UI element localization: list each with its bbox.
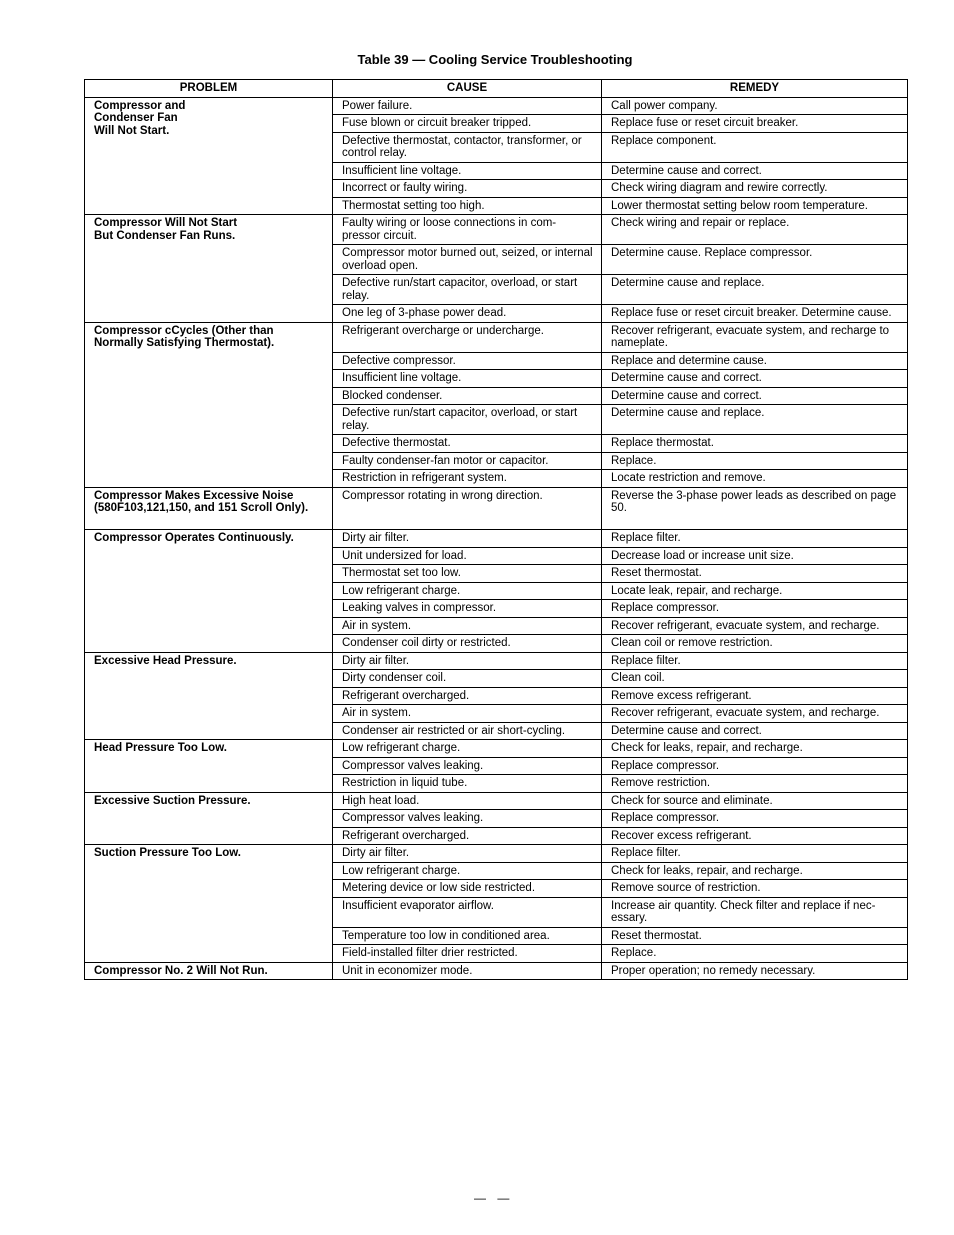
remedy-cell: Clean coil. <box>602 670 908 688</box>
column-header-cause: CAUSE <box>333 80 602 98</box>
cause-cell: Defective compressor. <box>333 352 602 370</box>
problem-cell: Compressor and Condenser Fan Will Not Start. <box>85 97 333 215</box>
remedy-cell: Replace compressor. <box>602 810 908 828</box>
cause-cell: Dirty air filter. <box>333 845 602 863</box>
cause-cell: Insufficient evaporator airflow. <box>333 897 602 927</box>
remedy-cell: Determine cause and correct. <box>602 722 908 740</box>
cause-cell: Condenser coil dirty or restricted. <box>333 635 602 653</box>
remedy-cell: Determine cause and replace. <box>602 275 908 305</box>
remedy-cell: Replace filter. <box>602 530 908 548</box>
page-footer: — — <box>474 1191 514 1205</box>
remedy-cell: Lower thermostat setting below room temperature. <box>602 197 908 215</box>
remedy-cell: Recover refrigerant, evacuate system, and recharge. <box>602 705 908 723</box>
remedy-cell: Check wiring and repair or replace. <box>602 215 908 245</box>
cause-cell: Low refrigerant charge. <box>333 862 602 880</box>
problem-cell: Compressor Will Not Start But Condenser Fan Runs. <box>85 215 333 323</box>
cause-cell: Defective run/start capacitor, overload, or start relay. <box>333 405 602 435</box>
table-row <box>85 215 908 245</box>
remedy-cell: Check for leaks, repair, and recharge. <box>602 862 908 880</box>
cause-cell: Dirty air filter. <box>333 530 602 548</box>
cause-cell: Unit undersized for load. <box>333 547 602 565</box>
remedy-cell: Remove excess refrigerant. <box>602 687 908 705</box>
cause-cell: Incorrect or faulty wiring. <box>333 180 602 198</box>
remedy-cell: Replace and determine cause. <box>602 352 908 370</box>
cause-cell: Compressor motor burned out, seized, or internal overload open. <box>333 245 602 275</box>
remedy-cell: Replace thermostat. <box>602 435 908 453</box>
remedy-cell: Determine cause and replace. <box>602 405 908 435</box>
cause-cell: Insufficient line voltage. <box>333 370 602 388</box>
remedy-cell: Replace fuse or reset circuit breaker. Determine cause. <box>602 305 908 323</box>
problem-cell: Head Pressure Too Low. <box>85 740 333 793</box>
cause-cell: Air in system. <box>333 617 602 635</box>
cause-cell: Faulty condenser-fan motor or capacitor. <box>333 452 602 470</box>
remedy-cell: Replace filter. <box>602 652 908 670</box>
remedy-cell: Increase air quantity. Check filter and replace if nec- essary. <box>602 897 908 927</box>
cause-cell: Metering device or low side restricted. <box>333 880 602 898</box>
table-row <box>85 652 908 670</box>
remedy-cell: Replace. <box>602 452 908 470</box>
table-row <box>85 487 908 530</box>
cause-cell: Blocked condenser. <box>333 387 602 405</box>
remedy-cell: Replace compressor. <box>602 600 908 618</box>
cause-cell: Defective thermostat, contactor, transformer, or control relay. <box>333 132 602 162</box>
remedy-cell: Replace fuse or reset circuit breaker. <box>602 115 908 133</box>
cause-cell: Dirty air filter. <box>333 652 602 670</box>
cause-cell: Refrigerant overcharged. <box>333 687 602 705</box>
problem-cell: Compressor Operates Continuously. <box>85 530 333 653</box>
cause-cell: Refrigerant overcharge or undercharge. <box>333 322 602 352</box>
remedy-cell: Recover excess refrigerant. <box>602 827 908 845</box>
cause-cell: Air in system. <box>333 705 602 723</box>
problem-cell: Compressor No. 2 Will Not Run. <box>85 962 333 980</box>
remedy-cell: Determine cause. Replace compressor. <box>602 245 908 275</box>
cause-cell: Thermostat setting too high. <box>333 197 602 215</box>
remedy-cell: Locate leak, repair, and recharge. <box>602 582 908 600</box>
remedy-cell: Remove restriction. <box>602 775 908 793</box>
cause-cell: Leaking valves in compressor. <box>333 600 602 618</box>
cause-cell: Restriction in refrigerant system. <box>333 470 602 488</box>
cause-cell: Defective run/start capacitor, overload, or start relay. <box>333 275 602 305</box>
cause-cell: Defective thermostat. <box>333 435 602 453</box>
remedy-cell: Clean coil or remove restriction. <box>602 635 908 653</box>
cause-cell: Low refrigerant charge. <box>333 740 602 758</box>
cause-cell: Compressor valves leaking. <box>333 810 602 828</box>
problem-cell: Compressor cCycles (Other than Normally Satisfying Thermostat). <box>85 322 333 487</box>
column-header-remedy: REMEDY <box>602 80 908 98</box>
cause-cell: Refrigerant overcharged. <box>333 827 602 845</box>
remedy-cell: Reset thermostat. <box>602 565 908 583</box>
problem-cell: Compressor Makes Excessive Noise (580F103,121,150, and 151 Scroll Only). <box>85 487 333 530</box>
remedy-cell: Replace compressor. <box>602 757 908 775</box>
problem-cell: Excessive Suction Pressure. <box>85 792 333 845</box>
cause-cell: Compressor rotating in wrong direction. <box>333 487 602 530</box>
table-row <box>85 962 908 980</box>
remedy-cell: Remove source of restriction. <box>602 880 908 898</box>
remedy-cell: Locate restriction and remove. <box>602 470 908 488</box>
table-title: Table 39 — Cooling Service Troubleshooting <box>357 52 633 67</box>
cause-cell: Temperature too low in conditioned area. <box>333 927 602 945</box>
remedy-cell: Determine cause and correct. <box>602 370 908 388</box>
remedy-cell: Check for leaks, repair, and recharge. <box>602 740 908 758</box>
cause-cell: Condenser air restricted or air short-cycling. <box>333 722 602 740</box>
table-row <box>85 845 908 863</box>
cause-cell: Thermostat set too low. <box>333 565 602 583</box>
cause-cell: Fuse blown or circuit breaker tripped. <box>333 115 602 133</box>
table-header-row <box>85 80 908 98</box>
remedy-cell: Decrease load or increase unit size. <box>602 547 908 565</box>
troubleshooting-table <box>84 79 908 980</box>
remedy-cell: Check for source and eliminate. <box>602 792 908 810</box>
cause-cell: Insufficient line voltage. <box>333 162 602 180</box>
table-row <box>85 530 908 548</box>
cause-cell: Faulty wiring or loose connections in com- pressor circuit. <box>333 215 602 245</box>
cause-cell: Dirty condenser coil. <box>333 670 602 688</box>
remedy-cell: Replace. <box>602 945 908 963</box>
table-row <box>85 322 908 352</box>
cause-cell: Restriction in liquid tube. <box>333 775 602 793</box>
remedy-cell: Replace filter. <box>602 845 908 863</box>
table-body <box>85 97 908 980</box>
problem-cell: Suction Pressure Too Low. <box>85 845 333 963</box>
column-header-problem: PROBLEM <box>85 80 333 98</box>
table-row <box>85 740 908 758</box>
cause-cell: Compressor valves leaking. <box>333 757 602 775</box>
cause-cell: Low refrigerant charge. <box>333 582 602 600</box>
remedy-cell: Call power company. <box>602 97 908 115</box>
remedy-cell: Proper operation; no remedy necessary. <box>602 962 908 980</box>
cause-cell: Field-installed filter drier restricted. <box>333 945 602 963</box>
remedy-cell: Reverse the 3-phase power leads as described on page 50. <box>602 487 908 530</box>
cause-cell: High heat load. <box>333 792 602 810</box>
remedy-cell: Reset thermostat. <box>602 927 908 945</box>
remedy-cell: Replace component. <box>602 132 908 162</box>
table-row <box>85 792 908 810</box>
remedy-cell: Determine cause and correct. <box>602 387 908 405</box>
remedy-cell: Check wiring diagram and rewire correctly. <box>602 180 908 198</box>
problem-cell: Excessive Head Pressure. <box>85 652 333 740</box>
cause-cell: Power failure. <box>333 97 602 115</box>
remedy-cell: Recover refrigerant, evacuate system, and recharge to nameplate. <box>602 322 908 352</box>
cause-cell: Unit in economizer mode. <box>333 962 602 980</box>
remedy-cell: Determine cause and correct. <box>602 162 908 180</box>
remedy-cell: Recover refrigerant, evacuate system, and recharge. <box>602 617 908 635</box>
cause-cell: One leg of 3-phase power dead. <box>333 305 602 323</box>
table-row <box>85 97 908 115</box>
